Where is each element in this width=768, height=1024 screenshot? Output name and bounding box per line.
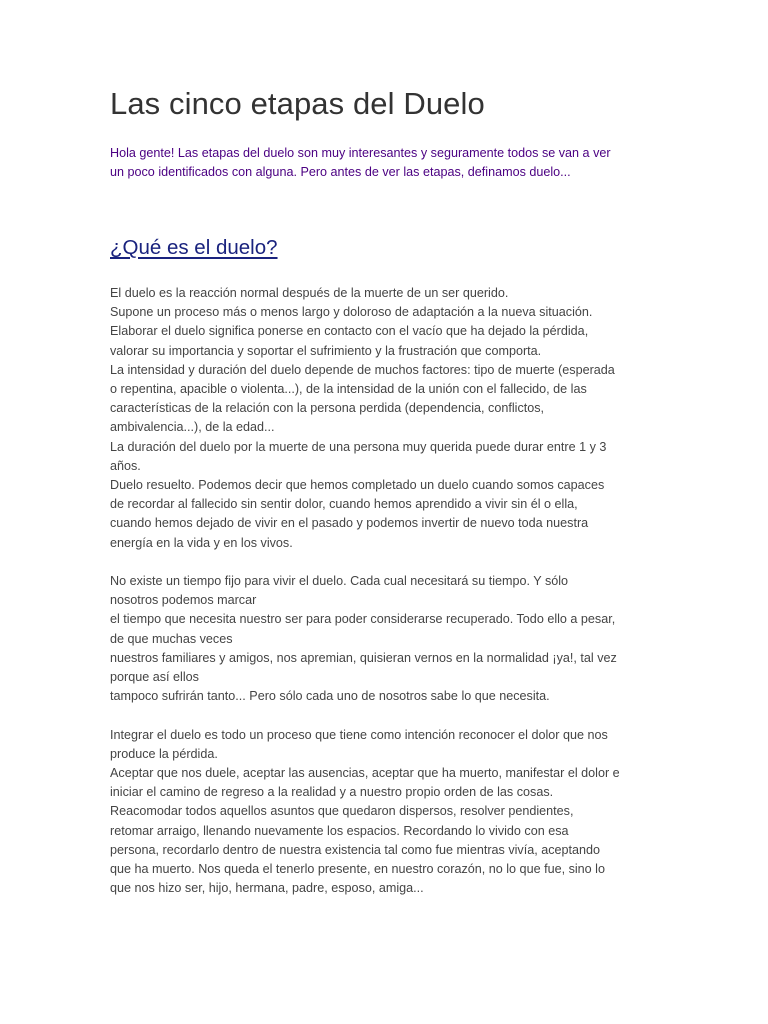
text-line: nosotros podemos marcar	[110, 593, 257, 608]
text-line: años.	[110, 458, 141, 473]
text-line: La intensidad y duración del duelo depende de muchos factores: tipo de muerte (esperada	[110, 362, 615, 377]
text-line: persona, recordarlo dentro de nuestra existencia tal como fue mientras vivía, aceptando	[110, 842, 601, 857]
text-line: Duelo resuelto. Podemos decir que hemos completado un duelo cuando somos capaces	[110, 478, 605, 493]
text-line: Reacomodar todos aquellos asuntos que quedaron dispersos, resolver pendientes,	[110, 804, 574, 819]
text-line: ambivalencia...), de la edad...	[110, 420, 275, 435]
paragraph-1	[110, 284, 670, 553]
paragraph-2	[110, 572, 670, 706]
intro-paragraph	[110, 144, 670, 182]
text-line: Elaborar el duelo significa ponerse en contacto con el vacío que ha dejado la pérdida,	[110, 324, 589, 339]
text-line: cuando hemos dejado de vivir en el pasado y podemos invertir de nuevo toda nuestra	[110, 516, 589, 531]
text-line: características de la relación con la persona perdida (dependencia, conflictos,	[110, 401, 545, 416]
text-line: Aceptar que nos duele, aceptar las ausencias, aceptar que ha muerto, manifestar el dolor e	[110, 766, 620, 781]
text-line: o repentina, apacible o violenta...), de la intensidad de la unión con el fallecido, de las	[110, 382, 587, 397]
text-line: Supone un proceso más o menos largo y doloroso de adaptación a la nueva situación.	[110, 305, 593, 320]
intro-line: Hola gente! Las etapas del duelo son muy interesantes y seguramente todos se van a ver	[110, 146, 611, 160]
text-line: de recordar al fallecido sin sentir dolor, cuando hemos aprendido a vivir sin él o ella,	[110, 497, 578, 512]
text-line: que nos hizo ser, hijo, hermana, padre, esposo, amiga...	[110, 881, 424, 896]
text-line: produce la pérdida.	[110, 746, 218, 761]
intro-line: un poco identificados con alguna. Pero antes de ver las etapas, definamos duelo...	[110, 165, 571, 179]
text-line: energía en la vida y en los vivos.	[110, 535, 293, 550]
text-line: de que muchas veces	[110, 631, 233, 646]
text-line: El duelo es la reacción normal después de la muerte de un ser querido.	[110, 286, 509, 300]
paragraph-spacer	[110, 553, 670, 572]
text-line: retomar arraigo, llenando nuevamente los espacios. Recordando lo vivido con esa	[110, 823, 569, 838]
text-line: nuestros familiares y amigos, nos apremian, quisieran vernos en la normalidad ¡ya!, tal vez	[110, 650, 617, 665]
page-title: Las cinco etapas del Duelo	[110, 86, 485, 121]
text-line: Integrar el duelo es todo un proceso que tiene como intención reconocer el dolor que nos	[110, 727, 608, 742]
text-line: valorar su importancia y soportar el sufrimiento y la frustración que comporta.	[110, 343, 542, 358]
text-line: porque así ellos	[110, 670, 199, 685]
paragraph-spacer	[110, 706, 670, 725]
text-line: tampoco sufrirán tanto... Pero sólo cada uno de nosotros sabe lo que necesita.	[110, 689, 550, 704]
text-line: No existe un tiempo fijo para vivir el duelo. Cada cual necesitará su tiempo. Y sólo	[110, 574, 569, 589]
text-line: iniciar el camino de regreso a la realidad y a nuestro propio orden de las cosas.	[110, 785, 554, 800]
paragraph-3	[110, 726, 670, 899]
text-line: el tiempo que necesita nuestro ser para poder considerarse recuperado. Todo ello a pesar,	[110, 612, 616, 627]
text-line: La duración del duelo por la muerte de una persona muy querida puede durar entre 1 y 3	[110, 439, 607, 454]
text-line: que ha muerto. Nos queda el tenerlo presente, en nuestro corazón, no lo que fue, sino lo	[110, 862, 605, 877]
body-text	[110, 284, 670, 898]
section-heading-que-es-el-duelo[interactable]: ¿Qué es el duelo?	[110, 236, 278, 259]
